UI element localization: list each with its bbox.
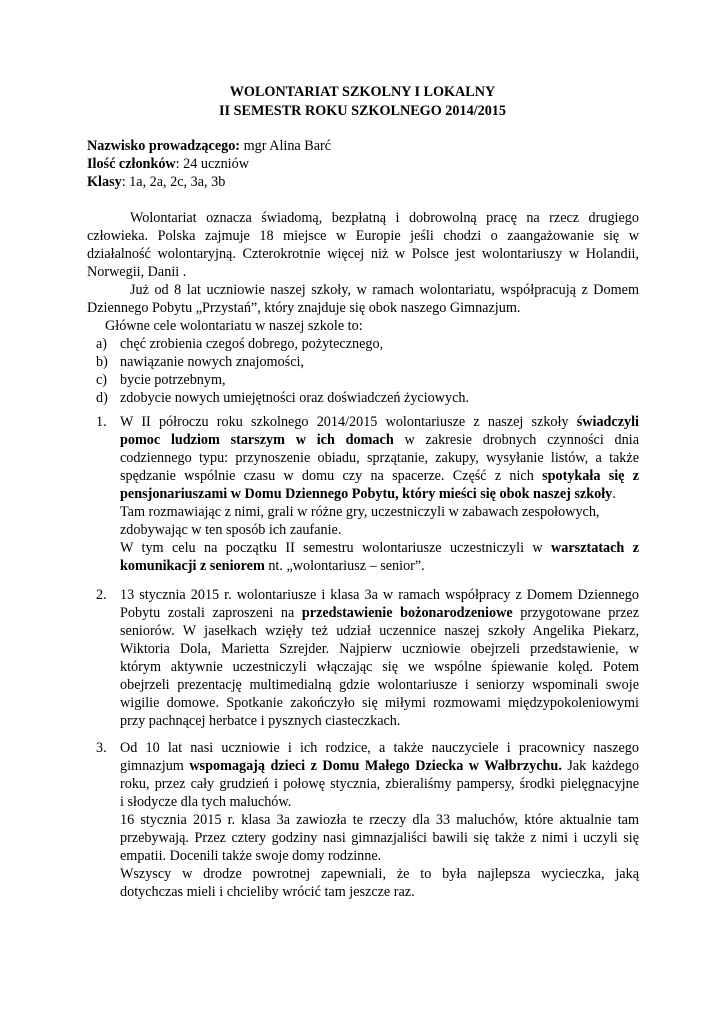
intro-p1-line2: człowieka. Polska zajmuje 18 miejsce w Europie jeśli chodzi o zaangażowanie się w: [87, 228, 639, 244]
intro-p1-line1: Wolontariat oznacza świadomą, bezpłatną i dobrowolną pracę na rzecz drugiego: [130, 210, 639, 226]
item2-number: 2.: [96, 587, 107, 603]
goal-text: zdobycie nowych umiejętności oraz doświadczeń życiowych.: [120, 390, 470, 406]
members-label: Ilość członków: [87, 156, 176, 172]
item1-line9-text: nt. „wolontariusz – senior”.: [264, 558, 425, 574]
intro-p2-line1: Już od 8 lat uczniowie naszej szkoły, w ramach wolontariatu, współpracują z Domem: [130, 282, 639, 298]
goal-marker: a): [96, 336, 108, 352]
item1-line9: [120, 557, 425, 575]
item1-line2: [120, 431, 639, 449]
document-title-line-2: II SEMESTR ROKU SZKOLNEGO 2014/2015: [219, 103, 506, 119]
item1-line8-bold: warsztatach z: [551, 540, 640, 556]
item3-line8: Wszyscy w drodze powrotnej zapewniali, że to była najlepsza wycieczka, jaką: [120, 866, 639, 882]
document-title-line-1: WOLONTARIAT SZKOLNY I LOKALNY: [229, 84, 496, 100]
goal-text: chęć zrobienia czegoś dobrego, pożytecznego,: [120, 336, 384, 352]
goal-marker: b): [96, 354, 108, 370]
item2-line1: 13 stycznia 2015 r. wolontariusze i klasa 3a w ramach współpracy z Domem Dziennego: [120, 587, 639, 603]
item1-number: 1.: [96, 414, 107, 430]
item3-line1: Od 10 lat nasi uczniowie i ich rodzice, a także nauczyciele i pracownicy naszego: [120, 740, 639, 756]
goal-text: nawiązanie nowych znajomości,: [120, 354, 304, 370]
item3-line9: dotychczas mieli i chcieliby wrócić tam jeszcze raz.: [120, 884, 415, 900]
item1-line1-bold: świadczyli: [576, 414, 639, 430]
item2-line2: [120, 604, 639, 622]
item1-line8-text: W tym celu na początku II semestru wolontariusze uczestniczyli w: [120, 540, 552, 556]
item2-line7: wigilie domowe. Spotkanie zakończyło się miłymi rozmowami międzypokoleniowymi: [120, 695, 639, 711]
item2-line2-text: Pobytu zostali zaproszeni na: [120, 605, 302, 621]
item1-line3: codziennego typu: przynoszenie obiadu, sprzątanie, zakupy, wysyłanie listów, a także: [120, 450, 639, 466]
classes-value: : 1a, 2a, 2c, 3a, 3b: [121, 174, 226, 190]
item1-line4-text: spędzanie wspólnie czasu w domu czy na spacerze. Część z nich: [120, 468, 543, 484]
members-value: : 24 uczniów: [175, 156, 249, 172]
item3-line4: i słodycze dla tych maluchów.: [120, 794, 292, 810]
item3-line2-bold: wspomagają dzieci z Domu Małego Dziecka w Wałbrzychu.: [189, 758, 562, 774]
item1-line9-bold: komunikacji z seniorem: [120, 558, 265, 574]
goal-marker: d): [96, 390, 108, 406]
item1-line5-text: .: [612, 486, 616, 502]
item1-line6: Tam rozmawiając z nimi, grali w różne gry, uczestniczyli w zabawach zespołowych,: [120, 504, 600, 520]
leader-line: [87, 137, 331, 155]
intro-p1-line3: działalność wolontaryjną. Czterokrotnie więcej niż w Polsce jest wolontariuszy w Holandii,: [87, 246, 639, 262]
intro-p1-line4: Norwegii, Danii .: [87, 264, 187, 280]
item3-number: 3.: [96, 740, 107, 756]
item2-line5: którym aktywnie uczestniczyli włączając się we wspólne śpiewanie kolęd. Potem: [120, 659, 639, 675]
item1-line5: [120, 485, 616, 503]
intro-p2-line2: Dziennego Pobytu „Przystań”, który znajduje się obok naszego Gimnazjum.: [87, 300, 521, 316]
item2-line2-text-end: przygotowane przez: [512, 605, 639, 621]
item3-line3: roku, przez cały grudzień i połowę stycznia, zbieraliśmy pampersy, środki pielęgnacyjne: [120, 776, 639, 792]
item3-line6: przebywają. Przez cztery godziny nasi gimnazjaliści bawili się także z nimi i uczyli się: [120, 830, 639, 846]
item2-line4: Wiktoria Dola, Marietta Szrejder. Najpierw uczniowie obejrzeli przedstawienie, w: [120, 641, 639, 657]
item3-line7: empatii. Docenili także swoje domy rodzinne.: [120, 848, 382, 864]
leader-value: mgr Alina Barć: [240, 138, 332, 154]
item1-line4-bold: spotykała się z: [542, 468, 640, 484]
goals-intro: Główne cele wolontariatu w naszej szkole to:: [105, 318, 363, 334]
item1-line7: zdobywając w ten sposób ich zaufanie.: [120, 522, 342, 538]
leader-label: Nazwisko prowadzącego:: [87, 138, 241, 154]
item1-line8: [120, 539, 639, 557]
classes-line: [87, 173, 225, 191]
goal-text: bycie potrzebnym,: [120, 372, 226, 388]
item1-line5-bold: pensjonariuszami w Domu Dziennego Pobytu, który mieści się obok naszej szkoły: [120, 486, 613, 502]
item1-line1: [120, 413, 639, 431]
item3-line2: [120, 757, 639, 775]
item2-line6: obejrzeli prezentację multimedialną gdzie wolontariusze i seniorzy wspominali swoje: [120, 677, 639, 693]
item2-line3: seniorów. W jasełkach wzięły też udział uczennice naszej szkoły Angelika Piekarz,: [120, 623, 639, 639]
item3-line2-text: gimnazjum: [120, 758, 190, 774]
members-line: [87, 155, 249, 173]
item3-line5: 16 stycznia 2015 r. klasa 3a zawiozła te rzeczy dla 33 maluchów, które aktualnie tam: [120, 812, 639, 828]
item3-line2-text-end: Jak każdego: [561, 758, 639, 774]
classes-label: Klasy: [87, 174, 122, 190]
item1-line1-text: W II półroczu roku szkolnego 2014/2015 wolontariusze z naszej szkoły: [120, 414, 577, 430]
item1-line2-bold: pomoc ludziom starszym w ich domach: [120, 432, 394, 448]
item2-line2-bold: przedstawienie bożonarodzeniowe: [301, 605, 513, 621]
item2-line8: przy pachnącej herbatce i pysznych ciasteczkach.: [120, 713, 401, 729]
goal-marker: c): [96, 372, 108, 388]
item1-line4: [120, 467, 639, 485]
item1-line2-text: w zakresie drobnych czynności dnia: [393, 432, 639, 448]
